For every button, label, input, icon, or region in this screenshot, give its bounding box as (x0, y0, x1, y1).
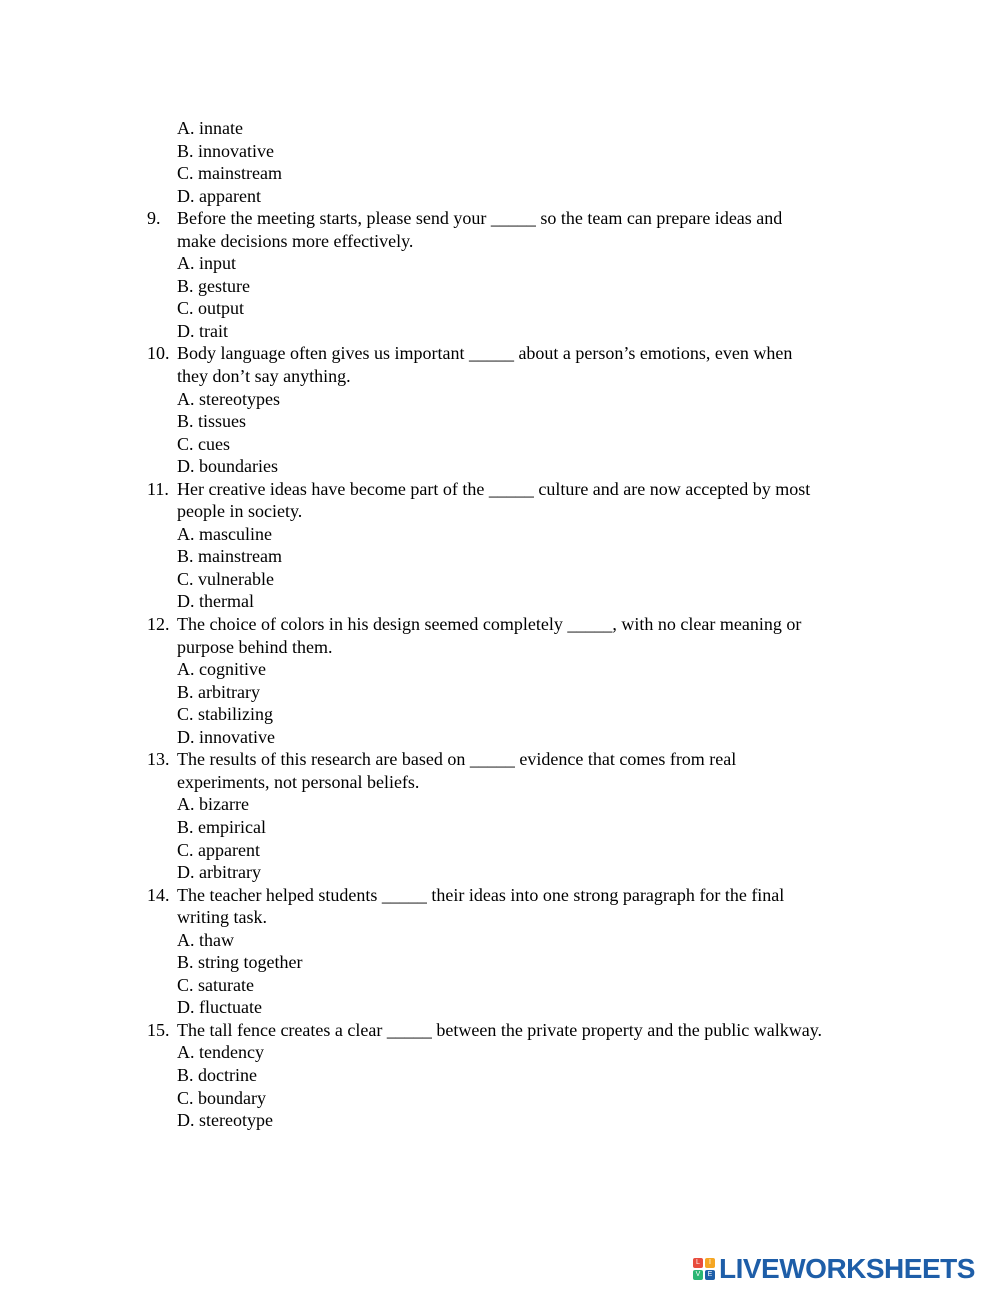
question-item (0, 884, 1000, 1019)
question-number: 10. (147, 343, 170, 364)
option-line: B. innovative (177, 140, 274, 161)
question-line-text: people in society. (177, 501, 303, 522)
option-line: D. arbitrary (177, 862, 261, 883)
option-line: A. innate (177, 118, 243, 138)
question-line-text: experiments, not personal beliefs. (177, 771, 420, 792)
option-line: B. empirical (177, 816, 266, 837)
question-text (0, 748, 1000, 771)
question-line-text: Body language often gives us important _____ about a person’s emotions, even when (177, 343, 793, 364)
option-line: B. arbitrary (177, 681, 260, 702)
logo-text: LIVEWORKSHEETS (719, 1253, 975, 1284)
logo-mark-tile: E (705, 1270, 715, 1280)
lead-options (0, 117, 1000, 207)
question-line-text: purpose behind them. (177, 636, 333, 657)
option-line: B. string together (177, 952, 303, 973)
question-line-text: they don’t say anything. (177, 366, 351, 387)
question-line-text: The tall fence creates a clear _____ between the private property and the public walkway. (177, 1019, 823, 1040)
option-line: B. doctrine (177, 1064, 257, 1085)
question-text (0, 478, 1000, 501)
question-line-text: The results of this research are based on _____ evidence that comes from real (177, 749, 737, 770)
question-item (0, 748, 1000, 883)
question-text-continued (0, 365, 1000, 388)
option-line: A. tendency (177, 1042, 264, 1063)
question-number: 11. (147, 478, 169, 499)
question-item (0, 1019, 1000, 1132)
liveworksheets-logo (693, 1254, 975, 1284)
option-line: D. stereotype (177, 1110, 273, 1131)
question-number: 14. (147, 884, 170, 905)
question-text (0, 1019, 1000, 1042)
question-text (0, 342, 1000, 365)
option-line: A. cognitive (177, 659, 266, 680)
question-line-text: The choice of colors in his design seemed completely _____, with no clear meaning or (177, 614, 802, 635)
question-line-text: Her creative ideas have become part of the _____ culture and are now accepted by most (177, 478, 811, 499)
option-line: A. masculine (177, 523, 272, 544)
question-text-continued (0, 230, 1000, 253)
option-line: D. fluctuate (177, 997, 262, 1018)
question-number: 9. (147, 208, 161, 229)
question-item (0, 613, 1000, 748)
option-line: A. bizarre (177, 794, 249, 815)
question-text-continued (0, 771, 1000, 794)
question-text-continued (0, 636, 1000, 659)
option-line: B. gesture (177, 275, 250, 296)
option-line: D. apparent (177, 185, 261, 206)
question-text (0, 884, 1000, 907)
question-item (0, 478, 1000, 613)
option-line: C. apparent (177, 839, 260, 860)
question-number: 15. (147, 1019, 170, 1040)
logo-mark-tile: L (693, 1258, 703, 1268)
question-item (0, 342, 1000, 477)
question-item (0, 207, 1000, 342)
option-line: C. cues (177, 433, 230, 454)
question-text-continued (0, 500, 1000, 523)
question-line-text: The teacher helped students _____ their ideas into one strong paragraph for the final (177, 884, 785, 905)
option-line: A. thaw (177, 929, 234, 950)
option-line: D. boundaries (177, 456, 278, 477)
question-line-text: writing task. (177, 907, 267, 928)
option-line: A. stereotypes (177, 388, 280, 409)
option-line: B. tissues (177, 411, 247, 432)
option-line: C. mainstream (177, 163, 282, 184)
option-line: A. input (177, 253, 237, 274)
option-line: C. stabilizing (177, 704, 273, 725)
option-line: C. saturate (177, 974, 254, 995)
option-line: D. innovative (177, 726, 275, 747)
option-line: B. mainstream (177, 546, 282, 567)
option-line: D. thermal (177, 591, 254, 612)
question-line-text: make decisions more effectively. (177, 230, 414, 251)
question-list (0, 207, 1000, 1131)
liveworksheets-mark-icon (693, 1258, 715, 1280)
logo-mark-tile: I (705, 1258, 715, 1268)
question-number: 12. (147, 614, 170, 635)
question-text (0, 207, 1000, 230)
option-line: D. trait (177, 320, 228, 341)
option-line: C. boundary (177, 1087, 266, 1108)
option-line: C. vulnerable (177, 568, 274, 589)
worksheet-page (0, 117, 1000, 1132)
question-text (0, 613, 1000, 636)
logo-mark-tile: V (693, 1270, 703, 1280)
option-line: C. output (177, 298, 245, 319)
question-line-text: Before the meeting starts, please send your _____ so the team can prepare ideas and (177, 208, 783, 229)
question-text-continued (0, 906, 1000, 929)
question-number: 13. (147, 749, 170, 770)
